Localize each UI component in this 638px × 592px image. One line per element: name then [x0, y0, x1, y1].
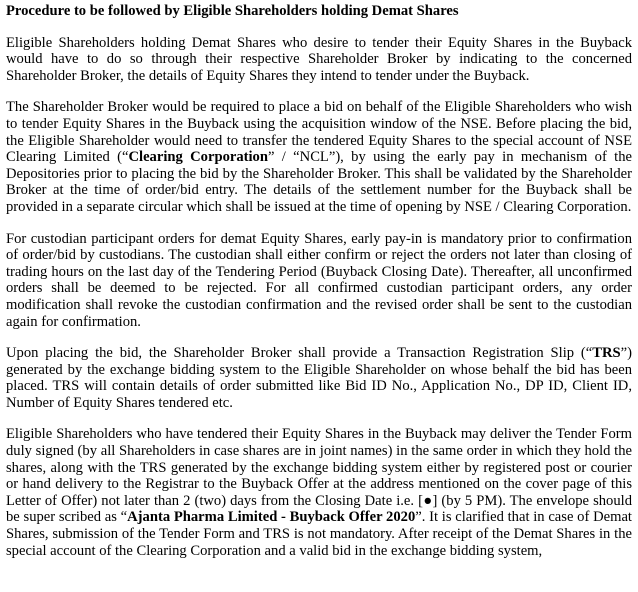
- paragraph-tender-form-delivery: [6, 426, 632, 559]
- paragraph-text: The Shareholder Broker would be required to place a bid on behalf of the Eligible Shareholders who wish to tender Equity Shares in the Buyback using the acquisition window of the NSE. Before placing the bid, the Eligible Shareholder would need to transfer the tendered Equity Shares to the special account of NSE Clearing Limited (“: [6, 99, 632, 166]
- paragraph-broker-bid: [6, 99, 632, 215]
- paragraph-custodian-orders: For custodian participant orders for demat Equity Shares, early pay-in is mandatory prior to confirmation of order/bid by custodians. The custodian shall either confirm or reject the orders not later than closing of trading hours on the last day of the Tendering Period (Buyback Closing Date). Thereafter, all unconfirmed orders shall be deemed to be rejected. For all confirmed custodian participant orders, any order modification shall revoke the custodian confirmation and the revised order shall be sent to the custodian again for confirmation.: [6, 230, 632, 330]
- paragraph-text: Eligible Shareholders who have tendered their Equity Shares in the Buyback may deliver the Tender Form duly signed (by all Shareholders in case shares are in joint names) in the same order in which they hold the shares, along with the TRS generated by the exchange bidding system either by registered post or courier or hand delivery to the Registrar to the Buyback Offer at the address mentioned on the cover page of this Letter of Offer) not later than 2 (two) days from the Closing Date i.e. [●] (by 5 PM). The envelope should be super scribed as “: [6, 426, 632, 526]
- paragraph-text: ”. It is clarified that in case of Demat Shares, submission of the Tender Form and TRS is not mandatory. After receipt of the Demat Shares in the special account of the Clearing Corporation and a valid bid in the exchange bidding system,: [6, 509, 632, 559]
- paragraph-text: Upon placing the bid, the Shareholder Broker shall provide a Transaction Registration Slip (“: [6, 345, 593, 362]
- clearing-corporation-term: Clearing Corporation: [128, 149, 268, 166]
- offer-name-term: Ajanta Pharma Limited - Buyback Offer 2020: [127, 509, 416, 526]
- document-page: [6, 3, 632, 574]
- paragraph-trs: [6, 345, 632, 411]
- trs-term: TRS: [592, 345, 621, 362]
- section-heading: Procedure to be followed by Eligible Shareholders holding Demat Shares: [6, 3, 459, 19]
- paragraph-demat-tender: Eligible Shareholders holding Demat Shares who desire to tender their Equity Shares in the Buyback would have to do so through their respective Shareholder Broker by indicating to the concerned Shareholder Broker, the details of Equity Shares they intend to tender under the Buyback.: [6, 34, 632, 84]
- paragraph-text: ”) generated by the exchange bidding system to the Eligible Shareholder on whose behalf the bid has been placed. TRS will contain details of order submitted like Bid ID No., Application No., DP ID, Client ID, Number of Equity Shares tendered etc.: [6, 345, 632, 411]
- paragraph-text: ” / “NCL”), by using the early pay in mechanism of the Depositories prior to placing the bid by the Shareholder Broker. This shall be validated by the Shareholder Broker at the time of order/bid entry. The details of the settlement number for the Buyback shall be provided in a separate circular which shall be issued at the time of opening by NSE / Clearing Corporation.: [6, 149, 632, 215]
